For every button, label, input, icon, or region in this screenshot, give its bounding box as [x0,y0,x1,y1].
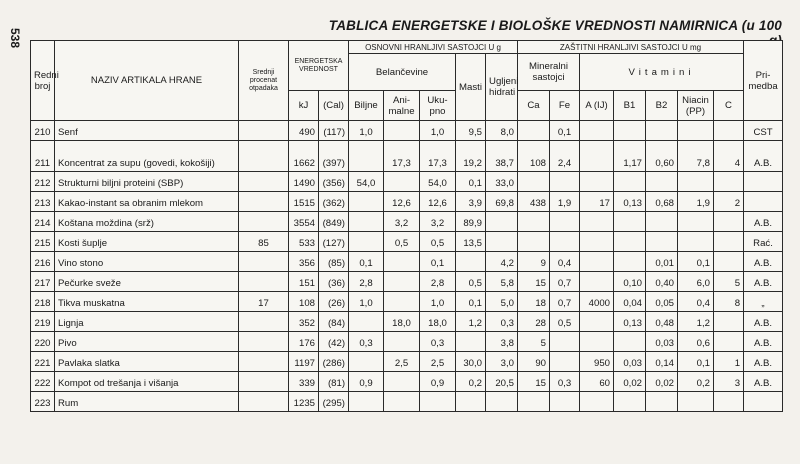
cell-b1: 0,03 [614,352,646,372]
cell-masti: 0,2 [456,372,486,392]
cell-kcal: (356) [319,172,349,192]
cell-b1: 1,17 [614,141,646,172]
cell-kcal: (26) [319,292,349,312]
cell-b2: 0,05 [646,292,678,312]
header-zastitni: ZAŠTITNI HRANLJIVI SASTOJCI U mg [518,41,744,54]
header-c: C [714,91,744,121]
cell-br: 213 [31,192,55,212]
cell-b2: 0,68 [646,192,678,212]
cell-kj: 176 [289,332,319,352]
header-mineralni: Mineralni sastojci [518,54,580,91]
cell-anim [384,372,420,392]
cell-otp [239,212,289,232]
cell-fe [550,232,580,252]
table-row [31,252,783,272]
table-row [31,312,783,332]
cell-kcal: (84) [319,312,349,332]
cell-uk: 17,3 [420,141,456,172]
cell-b1: 0,04 [614,292,646,312]
cell-b2: 0,60 [646,141,678,172]
cell-kcal: (117) [319,121,349,141]
page-title: TABLICA ENERGETSKE I BIOLOŠKE VREDNOSTI NAMIRNICA (u 100 [328,18,782,33]
table-row [31,192,783,212]
cell-c [714,172,744,192]
cell-ugh: 38,7 [486,141,518,172]
cell-masti: 0,1 [456,172,486,192]
cell-fe [550,212,580,232]
cell-b2: 0,03 [646,332,678,352]
cell-c [714,212,744,232]
cell-anim [384,332,420,352]
header-otpadak: Srednji procenat otpadaka [239,41,289,121]
cell-b1: 0,02 [614,372,646,392]
cell-fe: 2,4 [550,141,580,172]
cell-naziv: Pečurke sveže [55,272,239,292]
cell-a: 4000 [580,292,614,312]
cell-prim: A.B. [744,252,783,272]
cell-niac [678,172,714,192]
cell-a [580,212,614,232]
table-row [31,141,783,172]
cell-c: 1 [714,352,744,372]
header-naziv: NAZIV ARTIKALA HRANE [55,41,239,121]
header-redni-broj: Redni broj [31,41,55,121]
cell-br: 218 [31,292,55,312]
cell-a: 950 [580,352,614,372]
table-row [31,172,783,192]
cell-ca [518,392,550,412]
cell-otp [239,332,289,352]
cell-c [714,252,744,272]
cell-br: 217 [31,272,55,292]
cell-kj: 490 [289,121,319,141]
cell-anim: 17,3 [384,141,420,172]
cell-kcal: (362) [319,192,349,212]
cell-ca [518,212,550,232]
cell-anim [384,292,420,312]
table-body [31,121,783,412]
header-ugljeni: Ugljeni hidrati [486,54,518,121]
cell-fe: 0,1 [550,121,580,141]
cell-prim: A.B. [744,272,783,292]
cell-kj: 151 [289,272,319,292]
cell-uk: 0,5 [420,232,456,252]
cell-a [580,232,614,252]
cell-bilj [349,232,384,252]
cell-bilj: 2,8 [349,272,384,292]
cell-ugh [486,212,518,232]
cell-niac [678,392,714,412]
cell-a [580,392,614,412]
cell-br: 221 [31,352,55,372]
cell-a [580,252,614,272]
cell-niac: 0,4 [678,292,714,312]
table-row [31,332,783,352]
cell-bilj: 0,3 [349,332,384,352]
cell-kj: 1197 [289,352,319,372]
cell-kj: 3554 [289,212,319,232]
cell-a [580,141,614,172]
cell-naziv: Kakao-instant sa obranim mlekom [55,192,239,212]
cell-kj: 356 [289,252,319,272]
cell-kcal: (36) [319,272,349,292]
cell-kj: 352 [289,312,319,332]
cell-uk: 1,0 [420,292,456,312]
cell-masti: 0,1 [456,292,486,312]
cell-b2 [646,172,678,192]
cell-b1 [614,172,646,192]
cell-fe [550,392,580,412]
cell-masti [456,332,486,352]
cell-naziv: Lignja [55,312,239,332]
cell-naziv: Kosti šuplje [55,232,239,252]
cell-ca [518,121,550,141]
cell-bilj [349,212,384,232]
cell-b2: 0,40 [646,272,678,292]
cell-bilj: 54,0 [349,172,384,192]
cell-niac: 1,2 [678,312,714,332]
cell-ca: 438 [518,192,550,212]
cell-uk: 2,8 [420,272,456,292]
table-row [31,352,783,372]
cell-otp [239,312,289,332]
cell-niac [678,212,714,232]
cell-kcal: (81) [319,372,349,392]
cell-br: 210 [31,121,55,141]
cell-otp [239,352,289,372]
header-biljne: Biljne [349,91,384,121]
cell-bilj: 0,1 [349,252,384,272]
cell-prim: A.B. [744,352,783,372]
cell-niac: 1,9 [678,192,714,212]
cell-masti: 13,5 [456,232,486,252]
cell-br: 214 [31,212,55,232]
cell-anim [384,172,420,192]
cell-b2: 0,02 [646,372,678,392]
cell-ugh: 4,2 [486,252,518,272]
cell-otp [239,392,289,412]
cell-otp: 85 [239,232,289,252]
cell-br: 216 [31,252,55,272]
header-b2: B2 [646,91,678,121]
cell-anim: 12,6 [384,192,420,212]
cell-kcal: (286) [319,352,349,372]
cell-ca: 15 [518,372,550,392]
cell-a [580,312,614,332]
cell-naziv: Strukturni biljni proteini (SBP) [55,172,239,192]
cell-kcal: (127) [319,232,349,252]
cell-kcal: (397) [319,141,349,172]
cell-bilj [349,352,384,372]
cell-c: 8 [714,292,744,312]
cell-kj: 533 [289,232,319,252]
cell-fe: 1,9 [550,192,580,212]
cell-kcal: (85) [319,252,349,272]
cell-masti [456,392,486,412]
cell-b1: 0,13 [614,312,646,332]
cell-anim: 18,0 [384,312,420,332]
cell-br: 211 [31,141,55,172]
cell-ugh: 0,3 [486,312,518,332]
page-number: 538 [8,28,22,49]
cell-ugh: 69,8 [486,192,518,212]
cell-c: 2 [714,192,744,212]
cell-c [714,392,744,412]
cell-ca: 108 [518,141,550,172]
cell-ca [518,232,550,252]
header-animalne: Ani-malne [384,91,420,121]
table-row [31,232,783,252]
cell-niac: 0,2 [678,372,714,392]
cell-fe [550,172,580,192]
nutrition-table [30,40,783,412]
cell-a: 60 [580,372,614,392]
cell-bilj [349,392,384,412]
cell-ca: 15 [518,272,550,292]
cell-bilj [349,141,384,172]
cell-br: 219 [31,312,55,332]
cell-anim [384,252,420,272]
cell-ugh: 20,5 [486,372,518,392]
cell-a [580,332,614,352]
cell-ugh: 33,0 [486,172,518,192]
cell-b1 [614,332,646,352]
cell-masti: 3,9 [456,192,486,212]
header-masti: Masti [456,54,486,121]
cell-niac: 0,6 [678,332,714,352]
cell-ugh: 3,8 [486,332,518,352]
cell-uk: 18,0 [420,312,456,332]
cell-uk: 1,0 [420,121,456,141]
cell-fe: 0,5 [550,312,580,332]
cell-bilj: 1,0 [349,292,384,312]
cell-niac: 0,1 [678,252,714,272]
header-niacin: Niacin (PP) [678,91,714,121]
cell-prim: „ [744,292,783,312]
cell-prim [744,192,783,212]
cell-c [714,232,744,252]
table-row [31,121,783,141]
cell-kj: 108 [289,292,319,312]
header-kcal: (Cal) [319,91,349,121]
cell-masti: 30,0 [456,352,486,372]
cell-fe [550,332,580,352]
cell-naziv: Koštana moždina (srž) [55,212,239,232]
cell-b2 [646,212,678,232]
cell-prim: A.B. [744,332,783,352]
cell-kj: 1515 [289,192,319,212]
cell-naziv: Pivo [55,332,239,352]
header-kj: kJ [289,91,319,121]
cell-masti [456,252,486,272]
cell-fe: 0,7 [550,272,580,292]
cell-ugh: 3,0 [486,352,518,372]
cell-b1 [614,121,646,141]
cell-b2 [646,121,678,141]
cell-ca: 9 [518,252,550,272]
cell-ugh: 8,0 [486,121,518,141]
cell-naziv: Koncentrat za supu (govedi, kokošiji) [55,141,239,172]
cell-b2: 0,14 [646,352,678,372]
cell-otp [239,372,289,392]
table-row [31,392,783,412]
cell-anim: 2,5 [384,352,420,372]
cell-uk: 0,9 [420,372,456,392]
header-fe: Fe [550,91,580,121]
cell-otp [239,252,289,272]
table-row [31,272,783,292]
cell-kcal: (849) [319,212,349,232]
cell-uk: 0,1 [420,252,456,272]
cell-otp [239,121,289,141]
header-ca: Ca [518,91,550,121]
cell-otp: 17 [239,292,289,312]
cell-prim: A.B. [744,212,783,232]
cell-uk: 12,6 [420,192,456,212]
cell-naziv: Pavlaka slatka [55,352,239,372]
cell-bilj: 1,0 [349,121,384,141]
cell-ca [518,172,550,192]
cell-anim: 0,5 [384,232,420,252]
cell-b2 [646,232,678,252]
cell-bilj: 0,9 [349,372,384,392]
cell-naziv: Rum [55,392,239,412]
cell-b1 [614,392,646,412]
cell-prim: Rać. [744,232,783,252]
cell-ugh: 5,0 [486,292,518,312]
cell-masti: 89,9 [456,212,486,232]
cell-b2: 0,48 [646,312,678,332]
cell-b2: 0,01 [646,252,678,272]
cell-kj: 339 [289,372,319,392]
cell-br: 222 [31,372,55,392]
cell-b1: 0,13 [614,192,646,212]
cell-uk: 2,5 [420,352,456,372]
table-header [31,41,783,121]
cell-c: 3 [714,372,744,392]
table-row [31,212,783,232]
header-osnovni: OSNOVNI HRANLJIVI SASTOJCI U g [349,41,518,54]
cell-ca: 5 [518,332,550,352]
cell-a [580,172,614,192]
cell-otp [239,172,289,192]
header-vitamini: Vitamini [580,54,744,91]
cell-niac [678,232,714,252]
cell-kj: 1235 [289,392,319,412]
cell-b1 [614,232,646,252]
cell-prim: A.B. [744,372,783,392]
cell-prim: A.B. [744,141,783,172]
cell-b1: 0,10 [614,272,646,292]
cell-c [714,332,744,352]
cell-br: 223 [31,392,55,412]
cell-ca: 90 [518,352,550,372]
cell-br: 220 [31,332,55,352]
cell-uk: 0,3 [420,332,456,352]
cell-fe [550,352,580,372]
header-primedba: Pri-medba [744,41,783,121]
cell-ugh [486,392,518,412]
cell-prim [744,172,783,192]
cell-a: 17 [580,192,614,212]
cell-otp [239,192,289,212]
cell-a [580,272,614,292]
cell-anim [384,392,420,412]
cell-uk: 54,0 [420,172,456,192]
cell-b2 [646,392,678,412]
cell-kcal: (295) [319,392,349,412]
cell-kj: 1662 [289,141,319,172]
cell-niac: 0,1 [678,352,714,372]
cell-masti: 1,2 [456,312,486,332]
table-row [31,292,783,312]
cell-anim [384,121,420,141]
cell-naziv: Vino stono [55,252,239,272]
cell-br: 212 [31,172,55,192]
cell-naziv: Tikva muskatna [55,292,239,312]
cell-niac [678,121,714,141]
cell-c [714,312,744,332]
cell-masti: 0,5 [456,272,486,292]
cell-br: 215 [31,232,55,252]
cell-a [580,121,614,141]
cell-prim: CST [744,121,783,141]
cell-ca: 18 [518,292,550,312]
cell-masti: 19,2 [456,141,486,172]
cell-b1 [614,212,646,232]
cell-anim [384,272,420,292]
cell-niac: 7,8 [678,141,714,172]
cell-c: 4 [714,141,744,172]
cell-masti: 9,5 [456,121,486,141]
cell-fe: 0,3 [550,372,580,392]
cell-bilj [349,192,384,212]
cell-kj: 1490 [289,172,319,192]
cell-ugh: 5,8 [486,272,518,292]
cell-uk [420,392,456,412]
cell-ca: 28 [518,312,550,332]
cell-c [714,121,744,141]
cell-naziv: Kompot od trešanja i višanja [55,372,239,392]
header-b1: B1 [614,91,646,121]
cell-c: 5 [714,272,744,292]
cell-ugh [486,232,518,252]
cell-fe: 0,4 [550,252,580,272]
cell-naziv: Senf [55,121,239,141]
cell-prim [744,392,783,412]
table-row [31,372,783,392]
cell-kcal: (42) [319,332,349,352]
cell-b1 [614,252,646,272]
cell-anim: 3,2 [384,212,420,232]
cell-prim: A.B. [744,312,783,332]
cell-bilj [349,312,384,332]
cell-fe: 0,7 [550,292,580,312]
header-ukupno: Uku-pno [420,91,456,121]
header-belancevine: Belančevine [349,54,456,91]
cell-uk: 3,2 [420,212,456,232]
cell-otp [239,272,289,292]
cell-niac: 6,0 [678,272,714,292]
cell-otp [239,141,289,172]
header-a: A (IJ) [580,91,614,121]
header-energetska: ENERGETSKA VREDNOST [289,41,349,91]
